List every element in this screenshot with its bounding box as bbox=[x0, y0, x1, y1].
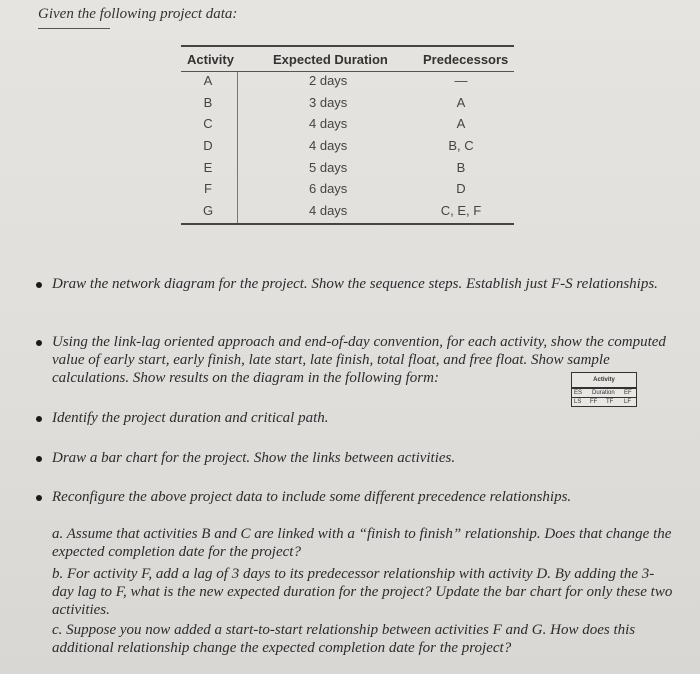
table-row bbox=[181, 116, 514, 138]
table-top-rule bbox=[181, 45, 514, 47]
legend-ff: FF bbox=[590, 399, 598, 405]
table-row bbox=[181, 73, 514, 95]
legend-es: ES bbox=[574, 390, 583, 396]
cell-predecessors: A bbox=[456, 95, 466, 110]
bullet-dot bbox=[36, 340, 42, 346]
table-row bbox=[181, 95, 514, 117]
legend-activity: Activity bbox=[571, 372, 637, 388]
legend-ls: LS bbox=[574, 399, 582, 405]
cell-duration: 3 days bbox=[309, 95, 348, 110]
header-predecessors: Predecessors bbox=[423, 52, 509, 67]
table-row bbox=[181, 160, 514, 182]
cell-activity: E bbox=[203, 160, 213, 175]
instruction-critical-path: Identify the project duration and critical path. bbox=[52, 410, 329, 426]
cell-activity: B bbox=[203, 95, 213, 110]
header-duration: Expected Duration bbox=[273, 52, 388, 67]
table-bottom-rule bbox=[181, 223, 514, 225]
cell-duration: 5 days bbox=[309, 160, 348, 175]
bullet-dot bbox=[36, 456, 42, 462]
cell-activity: F bbox=[204, 181, 212, 196]
table-header-rule bbox=[181, 71, 514, 72]
legend-duration: Duration bbox=[592, 390, 615, 396]
cell-activity: G bbox=[202, 203, 214, 218]
question-a: a. Assume that activities B and C are linked with a “finish to finish” relationship. Does that change the expected completion date for the project? bbox=[52, 526, 672, 560]
activity-node-legend bbox=[571, 372, 637, 412]
header-activity: Activity bbox=[187, 52, 234, 67]
legend-row-ls-lf bbox=[571, 397, 637, 407]
cell-predecessors: B, C bbox=[448, 138, 474, 153]
legend-lf: LF bbox=[624, 399, 632, 405]
cell-duration: 4 days bbox=[309, 138, 348, 153]
heading: Given the following project data: bbox=[38, 6, 238, 22]
cell-duration: 2 days bbox=[309, 73, 348, 88]
instruction-bar-chart: Draw a bar chart for the project. Show the links between activities. bbox=[52, 450, 456, 466]
cell-activity: D bbox=[203, 138, 213, 153]
heading-underline bbox=[38, 28, 110, 29]
bullet-dot bbox=[36, 495, 42, 501]
bullet-dot bbox=[36, 282, 42, 288]
cell-predecessors: A bbox=[456, 116, 466, 131]
instruction-reconfigure: Reconfigure the above project data to include some different precedence relationships. bbox=[52, 489, 572, 505]
cell-activity: C bbox=[203, 116, 213, 131]
instruction-network-diagram: Draw the network diagram for the project. Show the sequence steps. Establish just F-S relationships. bbox=[52, 276, 658, 292]
table-row bbox=[181, 203, 514, 225]
cell-predecessors: — bbox=[454, 73, 468, 88]
table-row bbox=[181, 181, 514, 203]
cell-predecessors: D bbox=[456, 181, 466, 196]
legend-tf: TF bbox=[606, 399, 614, 405]
cell-duration: 4 days bbox=[309, 203, 348, 218]
bullet-dot bbox=[36, 416, 42, 422]
table-row bbox=[181, 138, 514, 160]
legend-ef: EF bbox=[624, 390, 632, 396]
cell-predecessors: B bbox=[456, 160, 466, 175]
question-b: b. For activity F, add a lag of 3 days to its predecessor relationship with activity D. By adding the 3-day lag to F, what is the new expected duration for the project? Update the bar chart for only these two activities. bbox=[52, 566, 673, 618]
instruction-link-lag-text: Using the link-lag oriented approach and end-of-day convention, for each activity, show the computed value of early start, early finish, late start, late finish, total float, and free float. Show sample calculations. Show results on the diagram in the following form: bbox=[52, 334, 666, 386]
cell-duration: 4 days bbox=[309, 116, 348, 131]
cell-duration: 6 days bbox=[309, 181, 348, 196]
cell-predecessors: C, E, F bbox=[440, 203, 482, 218]
question-c: c. Suppose you now added a start-to-start relationship between activities F and G. How does this additional relationship change the expected completion date for the project? bbox=[52, 622, 636, 656]
cell-activity: A bbox=[203, 73, 213, 88]
